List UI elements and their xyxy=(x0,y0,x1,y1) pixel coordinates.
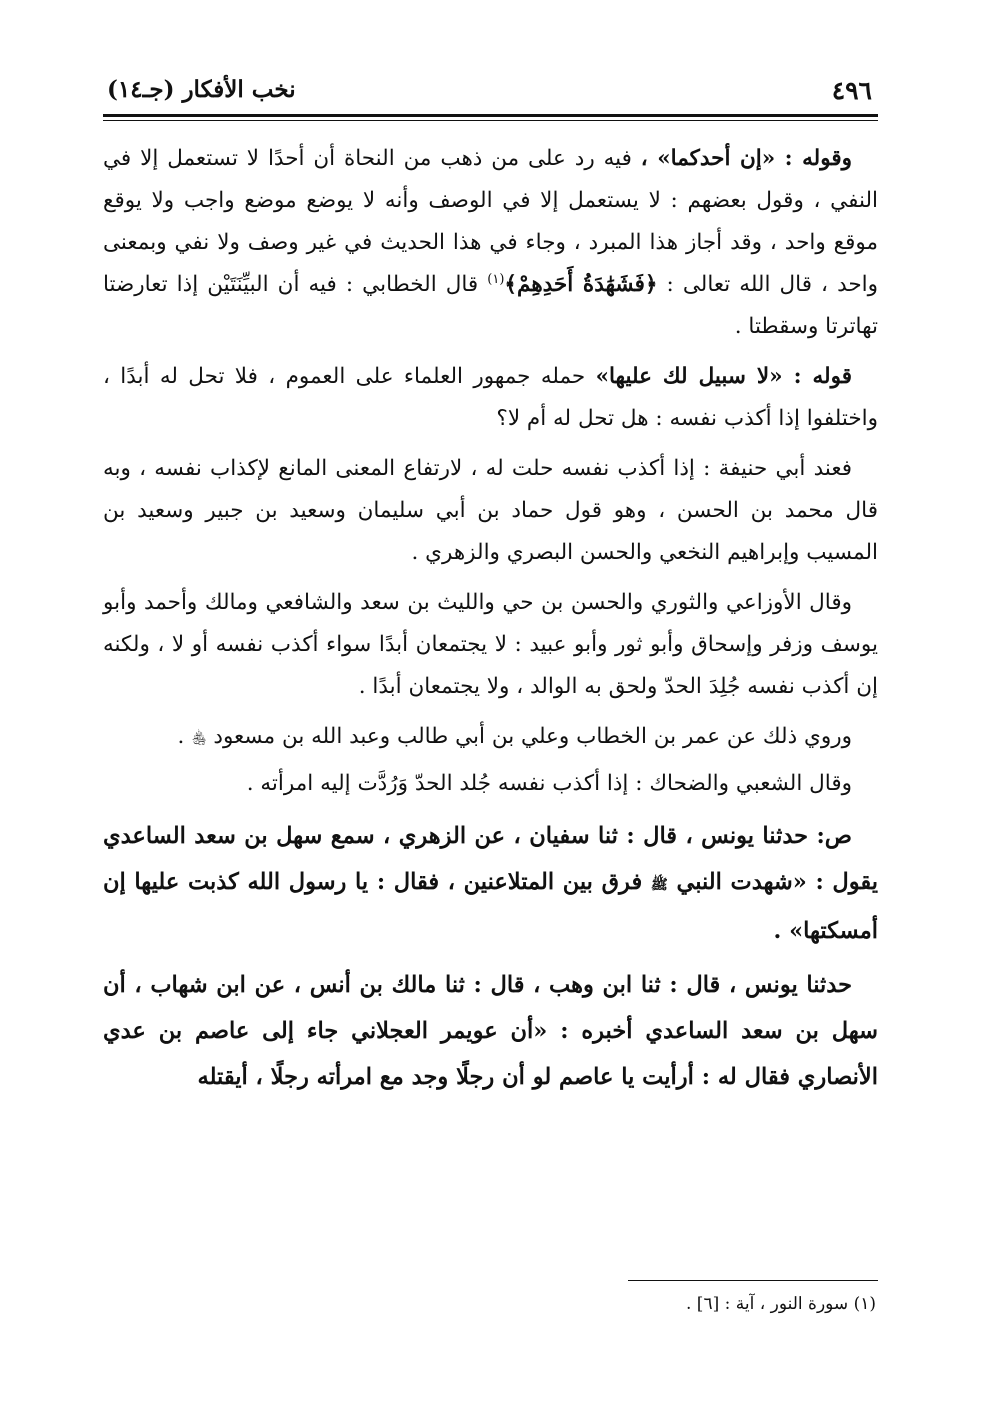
footnote-rule xyxy=(628,1280,878,1281)
paragraph-text: حمله جمهور العلماء على العموم ، فلا تحل له أبدًا ، واختلفوا إذا أكذب نفسه : هل تحل له أم لا؟ xyxy=(103,364,878,431)
paragraph-text: حدثنا يونس ، قال : ثنا ابن وهب ، قال : ثنا مالك بن أنس ، عن ابن شهاب ، أن سهل بن سعد الساعدي أخبره : xyxy=(103,972,878,1044)
paragraph-text: فيه رد على من ذهب من النحاة أن أحدًا لا تستعمل إلا في النفي ، وقول بعضهم : لا يستعمل إلا في الوصف وأنه لا يوضع موضع واجب ولا يوقع موقع واحد ، وقد أجاز هذا المبرد ، وجاء في هذا الحديث في غير وصف ولا نفي وبمعنى واحد ، قال الله تعالى : xyxy=(103,146,879,297)
paragraph: وقال الأوزاعي والثوري والحسن بن حي والليث بن سعد والشافعي ومالك وأحمد وأبو يوسف وزفر وإسحاق وأبو ثور وأبو عبيد : لا يجتمعان أبدًا سواء أكذب نفسه أو لا ، ولكنه إن أكذب نفسه جُلِدَ الحدّ ولحق به الوالد ، ولا يجتمعان أبدًا . xyxy=(103,590,878,699)
hadith-paragraph xyxy=(103,962,878,1100)
paragraph-text: ص: حدثنا يونس ، قال : ثنا سفيان ، عن الزهري ، سمع سهل بن سعد الساعدي يقول : «شهدت النبي xyxy=(103,823,879,895)
honorific-symbol: ﷺ xyxy=(650,877,668,893)
paragraph xyxy=(103,356,878,440)
paragraph xyxy=(103,716,878,760)
header-rule-thick xyxy=(103,114,878,117)
header-rule-thin xyxy=(103,120,878,121)
hadith-paragraph xyxy=(103,813,878,954)
paragraph: فعند أبي حنيفة : إذا أكذب نفسه حلت له ، لارتفاع المعنى المانع لإكذاب نفسه ، وبه قال محمد بن الحسن ، وهو قول حماد بن أبي سليمان وسعيد بن جبير وسعيد بن المسيب وإبراهيم النخعي والحسن البصري والزهري . xyxy=(103,456,878,565)
paragraph-lead: قوله : «لا سبيل لك عليها» xyxy=(595,364,852,389)
main-text xyxy=(103,138,878,1108)
footnote-marker[interactable]: (١) xyxy=(487,271,505,287)
book-page xyxy=(103,70,878,1350)
paragraph-text: قال الخطابي : فيه أن البيِّنَتَيْن إذا تعارضتا تهاترتا وسقطتا . xyxy=(103,272,878,339)
paragraph-text: فرق بين المتلاعنين ، فقال : يا رسول الله كذبت عليها إن أمسكتها» . xyxy=(103,869,878,944)
page-header xyxy=(103,70,878,114)
footnote: (١) سورة النور ، آية : [٦] . xyxy=(685,1294,876,1314)
paragraph xyxy=(103,138,878,348)
paragraph: وقال الشعبي والضحاك : إذا أكذب نفسه جُلد الحدّ وَرُدَّت إليه امرأته . xyxy=(246,771,852,796)
running-title: نخب الأفكار (جـ١٤) xyxy=(107,76,296,103)
honorific-symbol: ﵃ xyxy=(191,731,207,747)
paragraph-lead: وقوله : «إن أحدكما» ، xyxy=(640,146,852,171)
quran-quote: ﴿فَشَهَٰدَةُ أَحَدِهِمْ﴾ xyxy=(504,272,658,297)
paragraph-text: وروي ذلك عن عمر بن الخطاب وعلي بن أبي طالب وعبد الله بن مسعود xyxy=(213,724,852,749)
page-number: ٤٩٦ xyxy=(831,76,872,105)
paragraph-end: . xyxy=(177,724,192,749)
paragraph-text: «أن عويمر العجلاني جاء إلى عاصم بن عدي الأنصاري فقال له : أرأيت يا عاصم لو أن رجلًا وجد مع امرأته رجلًا ، أيقتله xyxy=(103,1018,878,1090)
